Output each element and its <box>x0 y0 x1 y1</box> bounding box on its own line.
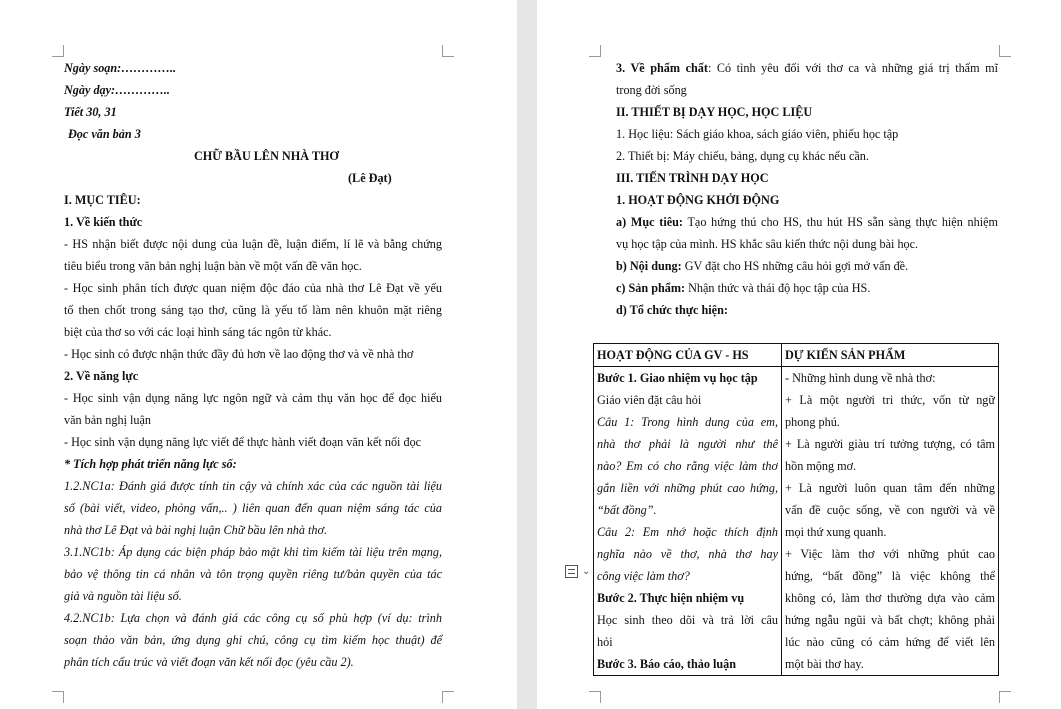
text-line: 4.2.NC1b: Lựa chọn và đánh giá các công cụ số phù hợp (ví dụ: trình <box>64 611 442 625</box>
text-line: giả và nguồn tài liệu số. <box>64 589 182 603</box>
text-line: - HS nhận biết được nội dung của luận đề, luận điểm, lí lẽ và bằng chứng <box>64 237 442 251</box>
margin-comment-widget[interactable] <box>565 563 590 579</box>
crop-mark <box>52 45 64 57</box>
text-line <box>616 57 998 79</box>
text-line: - Học sinh phân tích được quan niệm độc đáo của nhà thơ Lê Đạt về yếu <box>64 281 442 295</box>
text-line <box>616 101 998 123</box>
cell-line: hứng ngẫu ngũi và bất chợt; không phải <box>785 613 995 627</box>
text-line: nhà thơ Lê Đạt và bài nghị luận Chữ bầu lên nhà thơ. <box>64 523 328 537</box>
text-run: c) Sản phẩm: <box>616 281 686 295</box>
text-line <box>616 79 998 101</box>
text-run: II. THIẾT BỊ DẠY HỌC, HỌC LIỆU <box>616 105 813 119</box>
cell-line: nào? Em có cho rằng việc làm thơ <box>597 459 778 473</box>
text-line <box>616 255 998 277</box>
cell-line: vấn đề cuộc sống, về con người và về <box>785 503 995 517</box>
cell-line: Câu 2: Em nhớ hoặc thích định <box>597 525 778 539</box>
text-line <box>616 189 998 211</box>
crop-mark <box>589 45 601 57</box>
table-header-expected-product: DỰ KIẾN SẢN PHẨM <box>782 344 999 367</box>
table-cell-products[interactable] <box>782 367 999 676</box>
cell-line: Giáo viên đặt câu hỏi <box>597 393 702 407</box>
cell-line: một bài thơ hay. <box>785 657 864 671</box>
cell-line: Bước 3. Báo cáo, thảo luận <box>597 657 736 671</box>
crop-mark <box>52 691 64 703</box>
text-line <box>616 145 998 167</box>
text-line: bảo vệ thông tin cá nhân và tôn trọng quyền riêng tư/bản quyền của tác <box>64 567 442 581</box>
text-run: 1. HOẠT ĐỘNG KHỞI ĐỘNG <box>616 193 780 207</box>
text-run: d) Tổ chức thực hiện: <box>616 303 728 317</box>
text-line: 1.2.NC1a: Đánh giá được tính tin cậy và chính xác của các nguồn tài liệu <box>64 479 442 493</box>
cell-line: + Là một người tri thức, vốn từ ngữ <box>785 393 995 407</box>
text-line: - Học sinh có được nhận thức đầy đủ hơn về lao động thơ và về nhà thơ <box>64 347 414 361</box>
text-line: Đọc văn bản 3 <box>68 127 141 141</box>
text-line <box>616 123 998 145</box>
text-run: 2. Thiết bị: Máy chiếu, bảng, dụng cụ khác nếu cần. <box>616 149 869 163</box>
text-run: III. TIẾN TRÌNH DẠY HỌC <box>616 171 769 185</box>
text-run: 3. Về phẩm chất <box>616 61 708 75</box>
text-line <box>616 211 998 233</box>
table-row <box>594 367 999 676</box>
crop-mark <box>442 691 454 703</box>
text-line: Ngày dạy:………….. <box>64 83 170 97</box>
text-run: a) Mục tiêu: <box>616 215 683 229</box>
cell-line: “bất đồng”. <box>597 503 657 517</box>
comment-icon[interactable] <box>565 565 578 578</box>
text-run: Tạo hứng thú cho HS, thu hút HS sẵn sàng thực hiện nhiệm <box>682 215 998 229</box>
text-line: phân tích cấu trúc và viết đoạn văn kết nối đọc (yêu cầu 2). <box>64 655 354 669</box>
text-line: - Học sinh vận dụng năng lực ngôn ngữ và cảm thụ văn học để đọc hiểu <box>64 391 442 405</box>
cell-line: + Việc làm thơ với những phút cao <box>785 547 995 561</box>
cell-line: Bước 1. Giao nhiệm vụ học tập <box>597 371 758 385</box>
text-line: 3.1.NC1b: Áp dụng các biện pháp bảo mật khi tìm kiếm tài liệu trên mạng, <box>64 545 442 559</box>
text-run: trong đời sống <box>616 83 687 97</box>
crop-mark <box>999 691 1011 703</box>
chevron-down-icon[interactable]: ⌄ <box>582 565 591 577</box>
cell-line: + Là người luôn quan tâm đến những <box>785 481 995 495</box>
right-page-text[interactable] <box>616 57 998 321</box>
text-line: - Học sinh vận dụng năng lực viết để thực hành viết đoạn văn kết nối đọc <box>64 435 422 449</box>
table-header-row <box>594 344 999 367</box>
text-line <box>616 167 998 189</box>
cell-line: mọi thứ xung quanh. <box>785 525 887 539</box>
crop-mark <box>589 691 601 703</box>
table-cell-activities[interactable] <box>594 367 782 676</box>
text-line: (Lê Đạt) <box>348 171 392 185</box>
cell-line: nghĩa nào về thơ, nhà thơ hay <box>597 547 778 561</box>
crop-mark <box>442 45 454 57</box>
cell-line: công việc làm thơ? <box>597 569 690 583</box>
cell-line: Học sinh theo dõi và trả lời câu <box>597 613 778 627</box>
cell-line: Bước 2. Thực hiện nhiệm vụ <box>597 591 745 605</box>
cell-line: + Là người giàu trí tưởng tượng, có tâm <box>785 437 995 451</box>
cell-line: gắn liền với những phút cao hứng, <box>597 481 778 495</box>
cell-line: hứng, “bất đồng” là việc không thể <box>785 569 995 583</box>
text-run: GV đặt cho HS những câu hỏi gợi mở vấn đề. <box>681 259 909 273</box>
text-line: biệt của thơ so với các loại hình sáng tác ngôn từ khác. <box>64 325 332 339</box>
text-line: số (bài viết, video, phỏng vấn,.. ) liên quan đến quan niệm sáng tác của <box>64 501 442 515</box>
text-line: soạn thảo văn bản, ứng dụng ghi chú, công cụ tìm kiếm học thuật) để <box>64 633 442 647</box>
text-line <box>616 277 998 299</box>
text-line: * Tích hợp phát triển năng lực số: <box>64 457 237 471</box>
cell-line: lúc nào cũng có cảm hứng để viết lên <box>785 635 995 649</box>
left-page-text[interactable] <box>64 57 442 673</box>
text-line: I. MỤC TIÊU: <box>64 193 141 207</box>
text-line: Ngày soạn:………….. <box>64 61 177 75</box>
cell-line: hồn mộng mơ. <box>785 459 857 473</box>
cell-line: nhà thơ phải là người như thế <box>597 437 778 451</box>
cell-line: không có, làm thơ thường dựa vào cảm <box>785 591 995 605</box>
text-line: CHỮ BẦU LÊN NHÀ THƠ <box>194 149 339 163</box>
cell-line: hỏi <box>597 635 613 649</box>
text-run: Nhận thức và thái độ học tập của HS. <box>685 281 871 295</box>
text-run: vụ học tập của mình. HS khắc sâu kiến thức nội dung bài học. <box>616 237 919 251</box>
text-line: Tiết 30, 31 <box>64 105 117 119</box>
text-run: : Có tình yêu đối với thơ ca và những giá trị thẩm mĩ <box>707 61 998 75</box>
text-line: văn bản nghị luận <box>64 413 151 427</box>
crop-mark <box>999 45 1011 57</box>
text-line: 1. Về kiến thức <box>64 215 143 229</box>
text-line: tố then chốt trong sáng tạo thơ, cũng là yếu tố làm nên khuôn mặt riêng <box>64 303 442 317</box>
activity-table[interactable] <box>593 343 999 676</box>
text-line <box>616 233 998 255</box>
text-line: tiêu biểu trong văn bản nghị luận bàn về một vấn đề văn học. <box>64 259 362 273</box>
cell-line: Câu 1: Trong hình dung của em, <box>597 415 778 429</box>
cell-line: phong phú. <box>785 415 840 429</box>
cell-line: - Những hình dung về nhà thơ: <box>785 371 936 385</box>
text-run: b) Nội dung: <box>616 259 682 273</box>
table-header-teacher-student: HOẠT ĐỘNG CỦA GV - HS <box>594 344 782 367</box>
text-run: 1. Học liệu: Sách giáo khoa, sách giáo viên, phiếu học tập <box>616 127 899 141</box>
text-line <box>616 299 998 321</box>
text-line: 2. Về năng lực <box>64 369 139 383</box>
page-gutter <box>517 0 537 709</box>
